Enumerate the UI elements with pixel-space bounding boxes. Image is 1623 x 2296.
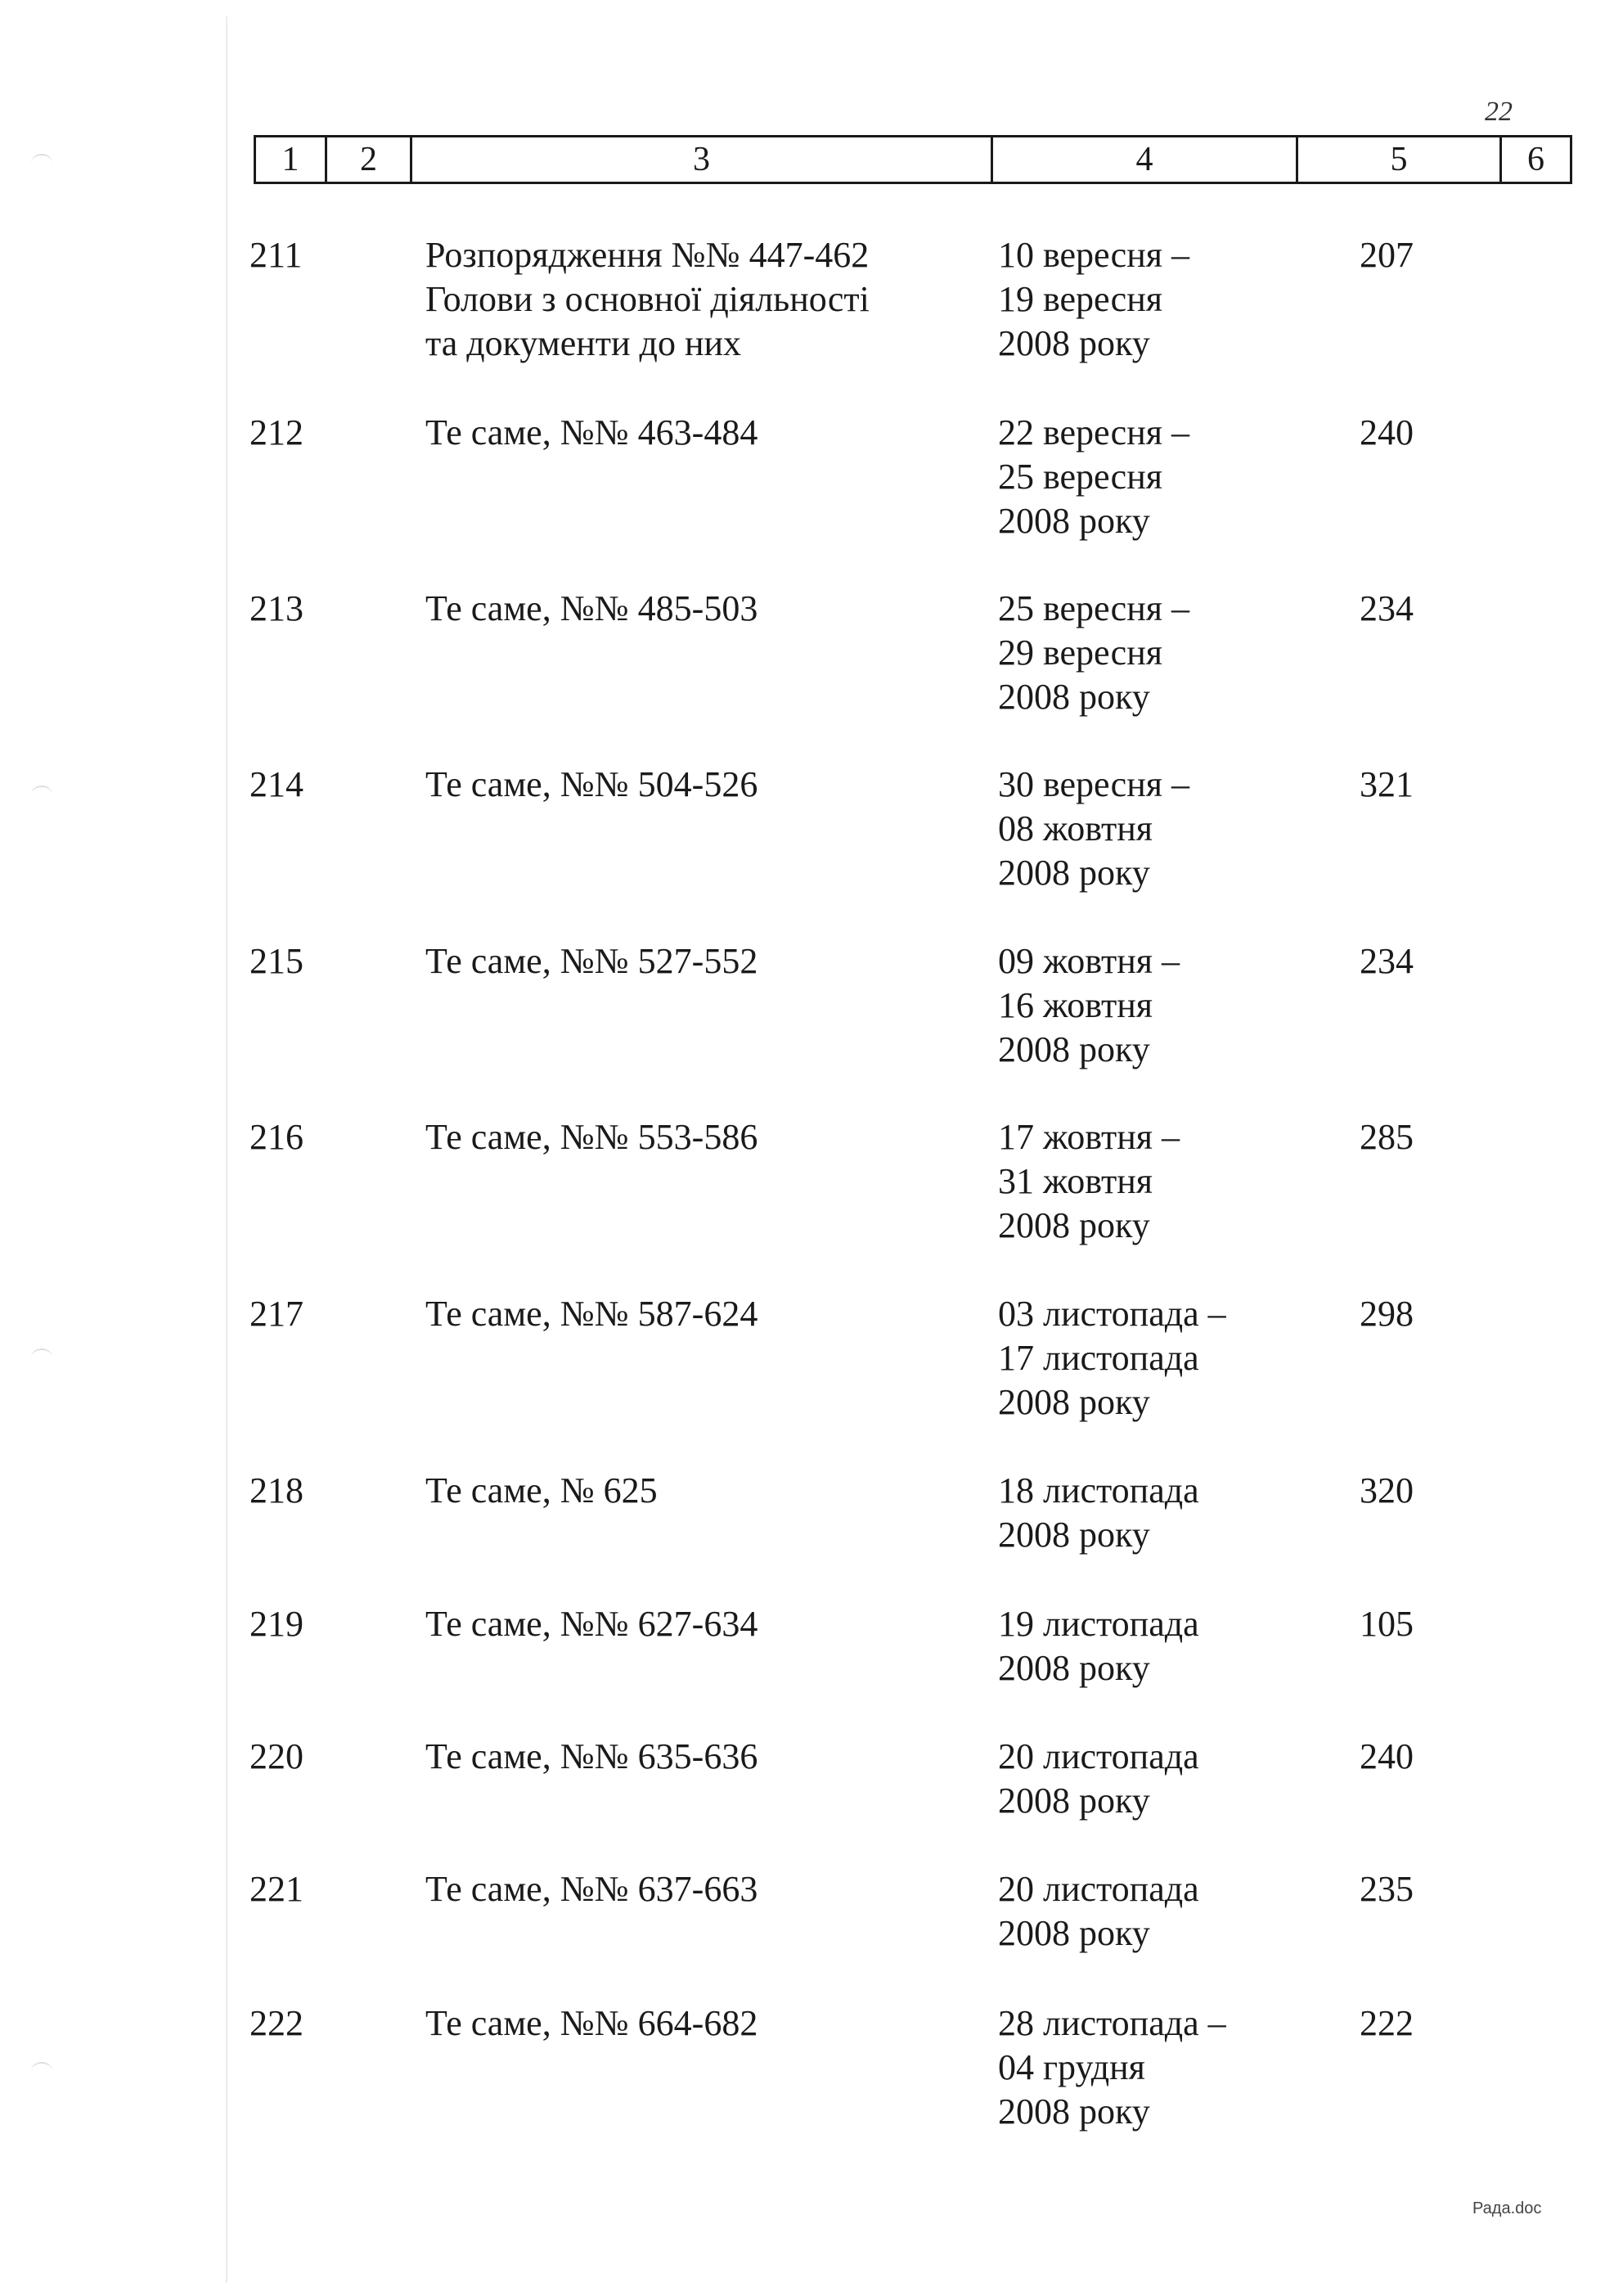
record-date-line: 2008 року xyxy=(998,501,1150,541)
record-date-line: 2008 року xyxy=(998,677,1150,717)
record-title-line: Те саме, №№ 463-484 xyxy=(425,412,758,452)
record-number: 217 xyxy=(250,1294,303,1334)
record-title-line: Те саме, № 625 xyxy=(425,1470,658,1510)
record-number: 221 xyxy=(250,1869,303,1909)
record-dates xyxy=(998,939,1342,1072)
record-sheet-count: 240 xyxy=(1360,1736,1414,1776)
record-dates xyxy=(998,1602,1342,1690)
record-number: 215 xyxy=(250,941,303,981)
table-row xyxy=(0,411,1623,574)
record-dates xyxy=(998,1115,1342,1248)
page-number: 22 xyxy=(1485,97,1513,127)
table-row xyxy=(0,1292,1623,1456)
record-date-line: 31 жовтня xyxy=(998,1161,1153,1201)
record-date-line: 20 листопада xyxy=(998,1736,1199,1776)
record-title xyxy=(425,1469,933,1513)
punch-hole-mark xyxy=(31,154,52,172)
record-date-line: 2008 року xyxy=(998,1029,1150,1069)
record-date-line: 19 вересня xyxy=(998,279,1162,319)
record-title xyxy=(425,587,933,631)
record-title xyxy=(425,763,933,807)
record-number: 211 xyxy=(250,235,303,275)
table-row xyxy=(0,1115,1623,1279)
record-title-line: Те саме, №№ 664-682 xyxy=(425,2003,758,2043)
record-title-line: Те саме, №№ 627-634 xyxy=(425,1604,758,1644)
record-date-line: 10 вересня – xyxy=(998,235,1189,275)
record-date-line: 30 вересня – xyxy=(998,764,1189,804)
record-number: 214 xyxy=(250,764,303,804)
record-number: 219 xyxy=(250,1604,303,1644)
record-date-line: 09 жовтня – xyxy=(998,941,1180,981)
record-sheet-count: 240 xyxy=(1360,412,1414,452)
record-title-line: Те саме, №№ 504-526 xyxy=(425,764,758,804)
record-title-line: Те саме, №№ 553-586 xyxy=(425,1117,758,1157)
record-sheet-count: 320 xyxy=(1360,1470,1414,1510)
record-dates xyxy=(998,2001,1342,2134)
record-date-line: 2008 року xyxy=(998,1781,1150,1821)
record-dates xyxy=(998,1735,1342,1823)
record-title xyxy=(425,1867,933,1911)
record-dates xyxy=(998,1292,1342,1425)
record-date-line: 17 жовтня – xyxy=(998,1117,1180,1157)
record-sheet-count: 234 xyxy=(1360,941,1414,981)
column-header-5: 5 xyxy=(1298,137,1502,182)
record-number: 218 xyxy=(250,1470,303,1510)
record-sheet-count: 105 xyxy=(1360,1604,1414,1644)
record-number: 213 xyxy=(250,588,303,628)
record-number: 222 xyxy=(250,2003,303,2043)
record-date-line: 2008 року xyxy=(998,323,1150,363)
table-row xyxy=(0,587,1623,750)
table-row xyxy=(0,233,1623,397)
record-sheet-count: 321 xyxy=(1360,764,1414,804)
record-sheet-count: 234 xyxy=(1360,588,1414,628)
record-title xyxy=(425,939,933,984)
record-sheet-count: 285 xyxy=(1360,1117,1414,1157)
record-title xyxy=(425,1292,933,1336)
record-title-line: Те саме, №№ 637-663 xyxy=(425,1869,758,1909)
record-date-line: 2008 року xyxy=(998,1648,1150,1688)
record-sheet-count: 235 xyxy=(1360,1869,1414,1909)
column-header-table xyxy=(254,135,1572,184)
record-date-line: 04 грудня xyxy=(998,2047,1145,2087)
record-sheet-count: 207 xyxy=(1360,235,1414,275)
record-date-line: 29 вересня xyxy=(998,633,1162,673)
record-number: 220 xyxy=(250,1736,303,1776)
record-dates xyxy=(998,411,1342,543)
record-number: 212 xyxy=(250,412,303,452)
record-date-line: 2008 року xyxy=(998,1515,1150,1555)
record-dates xyxy=(998,1469,1342,1557)
record-sheet-count: 222 xyxy=(1360,2003,1414,2043)
record-date-line: 28 листопада – xyxy=(998,2003,1226,2043)
record-title-line: Те саме, №№ 635-636 xyxy=(425,1736,758,1776)
column-header-4: 4 xyxy=(993,137,1298,182)
record-sheet-count: 298 xyxy=(1360,1294,1414,1334)
record-dates xyxy=(998,1867,1342,1956)
column-header-1: 1 xyxy=(256,137,327,182)
record-date-line: 22 вересня – xyxy=(998,412,1189,452)
record-date-line: 08 жовтня xyxy=(998,808,1153,849)
record-title xyxy=(425,233,933,366)
record-date-line: 25 вересня xyxy=(998,457,1162,497)
column-header-6: 6 xyxy=(1527,141,1544,178)
record-title-line: Те саме, №№ 527-552 xyxy=(425,941,758,981)
record-date-line: 03 листопада – xyxy=(998,1294,1226,1334)
record-title xyxy=(425,1115,933,1159)
record-date-line: 20 листопада xyxy=(998,1869,1199,1909)
record-title xyxy=(425,1602,933,1646)
record-date-line: 2008 року xyxy=(998,1205,1150,1245)
record-date-line: 2008 року xyxy=(998,1913,1150,1953)
record-dates xyxy=(998,587,1342,719)
record-title-line: Те саме, №№ 587-624 xyxy=(425,1294,758,1334)
record-title-line: Розпорядження №№ 447-462 xyxy=(425,235,870,275)
record-title xyxy=(425,1735,933,1779)
column-header-2: 2 xyxy=(327,137,412,182)
record-title-line: та документи до них xyxy=(425,323,742,363)
record-title xyxy=(425,2001,933,2046)
record-title-line: Те саме, №№ 485-503 xyxy=(425,588,758,628)
record-date-line: 18 листопада xyxy=(998,1470,1199,1510)
table-row xyxy=(0,939,1623,1103)
record-dates xyxy=(998,233,1342,366)
record-date-line: 17 листопада xyxy=(998,1338,1199,1378)
record-date-line: 16 жовтня xyxy=(998,985,1153,1025)
record-title-line: Голови з основної діяльності xyxy=(425,279,870,319)
record-date-line: 2008 року xyxy=(998,1382,1150,1422)
record-title xyxy=(425,411,933,455)
record-date-line: 2008 року xyxy=(998,853,1150,893)
footer-filename: Рада.doc xyxy=(1472,2199,1542,2217)
column-header-3: 3 xyxy=(412,137,993,182)
table-row xyxy=(0,763,1623,926)
record-number: 216 xyxy=(250,1117,303,1157)
record-dates xyxy=(998,763,1342,895)
record-date-line: 2008 року xyxy=(998,2091,1150,2132)
record-date-line: 25 вересня – xyxy=(998,588,1189,628)
table-row xyxy=(0,2001,1623,2165)
record-date-line: 19 листопада xyxy=(998,1604,1199,1644)
